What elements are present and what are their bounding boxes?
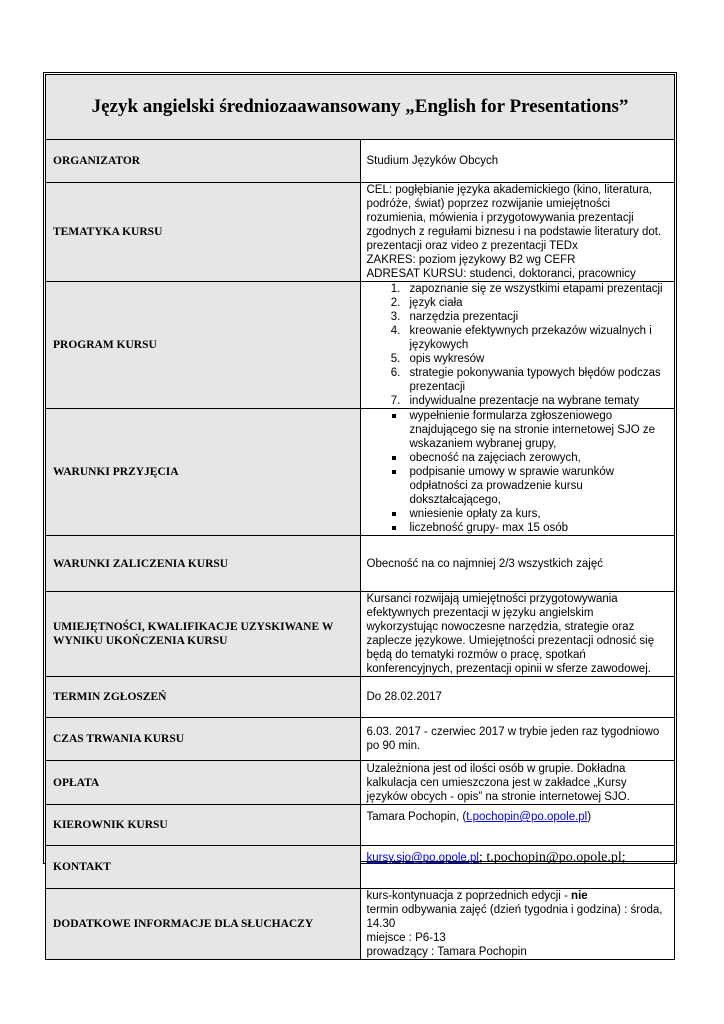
label-zaliczenie: WARUNKI ZALICZENIA KURSU bbox=[46, 536, 361, 592]
row-oplata bbox=[46, 761, 675, 805]
program-item: 7. indywidualne prezentacje na wybrane tematy bbox=[404, 394, 669, 408]
row-program bbox=[46, 282, 675, 409]
program-item: 6. strategie pokonywania typowych błędów podczas prezentacji bbox=[404, 366, 669, 394]
warunki-item: obecność na zajęciach zerowych, bbox=[392, 451, 669, 465]
kontakt-rest: ; t.pochopin@po.opole.pl; bbox=[478, 850, 626, 865]
program-list bbox=[367, 282, 669, 408]
value-umiejetnosci: Kursanci rozwijają umiejętności przygotowywania efektywnych prezentacji w języku angielskim wykorzystując nowoczesne narzędzia, strategie oraz zaplecze językowe. Umiejętności prezentacji odnosić się będą do tematyki rozmów o pracę, spotkań konferencyjnych, prezentacji opinii w sferze zawodowej. bbox=[360, 592, 675, 677]
row-tematyka bbox=[46, 183, 675, 282]
program-item: 3. narzędzia prezentacji bbox=[404, 310, 669, 324]
tematyka-zakres: ZAKRES: poziom językowy B2 wg CEFR bbox=[366, 254, 576, 266]
label-dodatkowe: DODATKOWE INFORMACJE DLA SŁUCHACZY bbox=[46, 889, 361, 960]
label-termin: TERMIN ZGŁOSZEŃ bbox=[46, 677, 361, 718]
program-item: 1. zapoznanie się ze wszystkimi etapami prezentacji bbox=[404, 282, 669, 296]
row-dodatkowe bbox=[46, 889, 675, 960]
row-czas bbox=[46, 718, 675, 761]
value-organizator: Studium Języków Obcych bbox=[360, 140, 675, 183]
kierownik-close: ) bbox=[587, 811, 592, 823]
row-kontakt bbox=[46, 846, 675, 889]
row-kierownik bbox=[46, 805, 675, 846]
dodatkowe-line1 bbox=[367, 889, 669, 903]
value-zaliczenie: Obecność na co najmniej 2/3 wszystkich zajęć bbox=[360, 536, 675, 592]
label-kontakt: KONTAKT bbox=[46, 846, 361, 889]
label-warunki: WARUNKI PRZYJĘCIA bbox=[46, 409, 361, 536]
warunki-item: podpisanie umowy w sprawie warunków odpłatności za prowadzenie kursu dokształcającego, bbox=[392, 465, 669, 507]
dodatkowe-line1-prefix: kurs-kontynuacja z poprzednich edycji - bbox=[366, 890, 572, 902]
value-czas: 6.03. 2017 - czerwiec 2017 w trybie jeden raz tygodniowo po 90 min. bbox=[360, 718, 675, 761]
value-kierownik bbox=[360, 805, 675, 846]
row-organizator bbox=[46, 140, 675, 183]
course-info-table bbox=[45, 74, 675, 960]
tematyka-adresat: ADRESAT KURSU: studenci, doktoranci, pracownicy bbox=[366, 268, 636, 280]
kierownik-email-link[interactable]: t.pochopin@po.opole.pl bbox=[466, 811, 588, 823]
label-umiejetnosci: UMIEJĘTNOŚCI, KWALIFIKACJE UZYSKIWANE W WYNIKU UKOŃCZENIA KURSU bbox=[46, 592, 361, 677]
value-tematyka bbox=[360, 183, 675, 282]
kontakt-email-link[interactable]: kursy.sjo@po.opole.pl bbox=[366, 852, 479, 864]
label-kierownik: KIEROWNIK KURSU bbox=[46, 805, 361, 846]
row-umiejetnosci bbox=[46, 592, 675, 677]
warunki-item: liczebność grupy- max 15 osób bbox=[392, 521, 669, 535]
program-item: 2. język ciała bbox=[404, 296, 669, 310]
label-organizator: ORGANIZATOR bbox=[46, 140, 361, 183]
label-czas: CZAS TRWANIA KURSU bbox=[46, 718, 361, 761]
warunki-item: wniesienie opłaty za kurs, bbox=[392, 507, 669, 521]
value-kontakt bbox=[360, 846, 675, 889]
program-item: 5. opis wykresów bbox=[404, 352, 669, 366]
dodatkowe-line2: termin odbywania zajęć (dzień tygodnia i godzina) : środa, 14.30 bbox=[366, 904, 663, 930]
value-warunki bbox=[360, 409, 675, 536]
value-oplata: Uzależniona jest od ilości osób w grupie. Dokładna kalkulacja cen umieszczona jest w zakładce „Kursy języków obcych - opis” na stronie internetowej SJO. bbox=[360, 761, 675, 805]
warunki-item: wypełnienie formularza zgłoszeniowego znajdującego się na stronie internetowej SJO ze wskazaniem wybranej grupy, bbox=[392, 409, 669, 451]
value-program bbox=[360, 282, 675, 409]
row-termin bbox=[46, 677, 675, 718]
title-row bbox=[46, 75, 675, 140]
row-warunki bbox=[46, 409, 675, 536]
warunki-list bbox=[367, 409, 669, 535]
label-oplata: OPŁATA bbox=[46, 761, 361, 805]
value-dodatkowe bbox=[360, 889, 675, 960]
label-program: PROGRAM KURSU bbox=[46, 282, 361, 409]
label-tematyka: TEMATYKA KURSU bbox=[46, 183, 361, 282]
program-item: 4. kreowanie efektywnych przekazów wizualnych i językowych bbox=[404, 324, 669, 352]
dodatkowe-line4: prowadzący : Tamara Pochopin bbox=[366, 946, 527, 958]
row-zaliczenie bbox=[46, 536, 675, 592]
value-termin: Do 28.02.2017 bbox=[360, 677, 675, 718]
kierownik-name: Tamara Pochopin, ( bbox=[366, 811, 467, 823]
dodatkowe-line1-bold: nie bbox=[571, 890, 588, 902]
tematyka-cel: CEL: pogłębianie języka akademickiego (kino, literatura, podróże, świat) poprzez rozwijanie umiejętności rozumienia, mówienia i przygotowywania prezentacji zgodnych z regułami biznesu i na podstawie literatury dot. prezentacji oraz video z prezentacji TEDx bbox=[366, 184, 662, 252]
dodatkowe-line3: miejsce : P6-13 bbox=[366, 932, 446, 944]
course-title: Język angielski średniozaawansowany „English for Presentations” bbox=[46, 75, 675, 140]
